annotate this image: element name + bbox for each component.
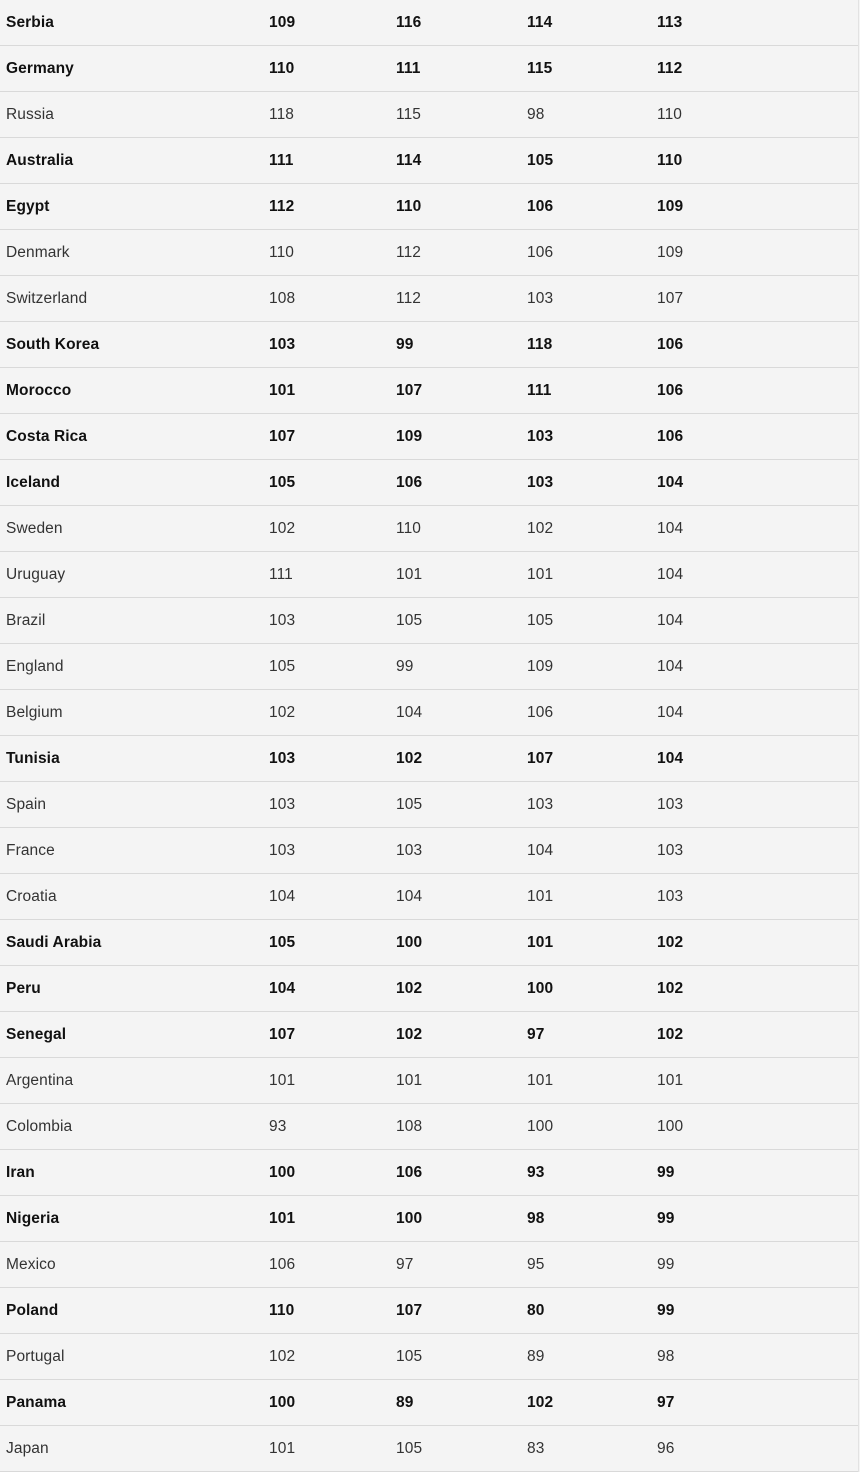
table-row (0, 1426, 858, 1472)
value-cell: 93 (269, 1117, 287, 1135)
value-cell: 103 (527, 289, 554, 307)
country-cell: Spain (6, 795, 47, 813)
table-row (0, 1288, 858, 1334)
country-cell: Uruguay (6, 565, 66, 583)
table-row (0, 598, 858, 644)
value-cell: 103 (657, 841, 684, 859)
value-cell: 106 (657, 335, 684, 353)
value-cell: 103 (269, 795, 296, 813)
value-cell: 104 (657, 749, 684, 767)
value-cell: 101 (396, 1071, 423, 1089)
country-cell: Japan (6, 1439, 49, 1457)
value-cell: 98 (657, 1347, 675, 1365)
value-cell: 103 (657, 887, 684, 905)
table-row (0, 966, 858, 1012)
value-cell: 107 (269, 1025, 296, 1043)
table-row (0, 644, 858, 690)
value-cell: 113 (657, 13, 683, 31)
value-cell: 102 (527, 519, 554, 537)
table-row (0, 46, 858, 92)
value-cell: 112 (269, 197, 295, 215)
value-cell: 98 (527, 1209, 545, 1227)
value-cell: 99 (657, 1163, 675, 1181)
table-row (0, 874, 858, 920)
value-cell: 111 (269, 565, 293, 583)
table-row (0, 414, 858, 460)
value-cell: 102 (269, 519, 296, 537)
value-cell: 101 (269, 1439, 296, 1457)
value-cell: 106 (269, 1255, 296, 1273)
value-cell: 103 (269, 841, 296, 859)
table-row (0, 1012, 858, 1058)
country-cell: Serbia (6, 13, 54, 31)
value-cell: 104 (657, 565, 684, 583)
table-row (0, 690, 858, 736)
table-row (0, 460, 858, 506)
value-cell: 112 (657, 59, 683, 77)
value-cell: 110 (657, 151, 683, 169)
value-cell: 102 (396, 1025, 423, 1043)
value-cell: 110 (269, 59, 295, 77)
value-cell: 106 (527, 703, 554, 721)
country-cell: Costa Rica (6, 427, 88, 445)
value-cell: 107 (396, 381, 423, 399)
country-cell: Senegal (6, 1025, 67, 1043)
value-cell: 107 (396, 1301, 423, 1319)
value-cell: 103 (527, 473, 554, 491)
value-cell: 103 (269, 611, 296, 629)
value-cell: 98 (527, 105, 545, 123)
table-row (0, 1150, 858, 1196)
country-cell: Brazil (6, 611, 46, 629)
value-cell: 107 (527, 749, 554, 767)
value-cell: 105 (396, 1347, 423, 1365)
value-cell: 109 (269, 13, 296, 31)
value-cell: 80 (527, 1301, 545, 1319)
table-row (0, 1380, 858, 1426)
value-cell: 104 (527, 841, 554, 859)
value-cell: 115 (396, 105, 422, 123)
value-cell: 104 (269, 887, 296, 905)
table-row (0, 1104, 858, 1150)
table-row (0, 782, 858, 828)
country-cell: Egypt (6, 197, 50, 215)
value-cell: 110 (657, 105, 683, 123)
table-row (0, 230, 858, 276)
value-cell: 89 (396, 1393, 414, 1411)
value-cell: 99 (657, 1301, 675, 1319)
table-row (0, 92, 858, 138)
value-cell: 101 (269, 381, 296, 399)
table-row (0, 184, 858, 230)
value-cell: 101 (269, 1071, 296, 1089)
value-cell: 101 (527, 565, 554, 583)
value-cell: 100 (527, 1117, 554, 1135)
table-row (0, 1196, 858, 1242)
value-cell: 100 (269, 1393, 296, 1411)
value-cell: 104 (657, 473, 684, 491)
value-cell: 105 (527, 151, 554, 169)
value-cell: 111 (396, 59, 421, 77)
value-cell: 102 (657, 933, 684, 951)
country-cell: Denmark (6, 243, 70, 261)
value-cell: 109 (527, 657, 554, 675)
country-cell: France (6, 841, 55, 859)
value-cell: 95 (527, 1255, 545, 1273)
value-cell: 102 (269, 1347, 296, 1365)
country-cell: Panama (6, 1393, 67, 1411)
value-cell: 105 (396, 795, 423, 813)
table-row (0, 552, 858, 598)
value-cell: 103 (269, 749, 296, 767)
table-row (0, 736, 858, 782)
country-cell: Iran (6, 1163, 35, 1181)
value-cell: 105 (269, 933, 296, 951)
value-cell: 114 (396, 151, 422, 169)
value-cell: 105 (396, 611, 423, 629)
value-cell: 106 (396, 1163, 423, 1181)
value-cell: 101 (657, 1071, 684, 1089)
value-cell: 105 (269, 473, 296, 491)
country-cell: Croatia (6, 887, 57, 905)
value-cell: 108 (396, 1117, 423, 1135)
value-cell: 107 (269, 427, 296, 445)
value-cell: 103 (396, 841, 423, 859)
value-cell: 110 (396, 519, 422, 537)
value-cell: 104 (269, 979, 296, 997)
value-cell: 102 (396, 979, 423, 997)
table-row (0, 506, 858, 552)
value-cell: 111 (269, 151, 294, 169)
country-cell: England (6, 657, 64, 675)
country-cell: Portugal (6, 1347, 65, 1365)
value-cell: 112 (396, 243, 422, 261)
value-cell: 105 (396, 1439, 423, 1457)
country-cell: Mexico (6, 1255, 56, 1273)
value-cell: 102 (269, 703, 296, 721)
value-cell: 118 (269, 105, 295, 123)
value-cell: 101 (269, 1209, 296, 1227)
value-cell: 99 (396, 335, 414, 353)
country-cell: Nigeria (6, 1209, 60, 1227)
country-cell: Argentina (6, 1071, 74, 1089)
country-cell: Australia (6, 151, 74, 169)
value-cell: 103 (657, 795, 684, 813)
value-cell: 99 (657, 1255, 675, 1273)
country-cell: Russia (6, 105, 54, 123)
value-cell: 109 (657, 243, 684, 261)
value-cell: 116 (396, 13, 422, 31)
value-cell: 104 (657, 611, 684, 629)
value-cell: 114 (527, 13, 553, 31)
value-cell: 100 (269, 1163, 296, 1181)
value-cell: 100 (657, 1117, 684, 1135)
value-cell: 108 (269, 289, 296, 307)
country-cell: Peru (6, 979, 41, 997)
value-cell: 106 (396, 473, 423, 491)
table-row (0, 0, 858, 46)
value-cell: 105 (269, 657, 296, 675)
country-cell: Saudi Arabia (6, 933, 102, 951)
country-cell: Iceland (6, 473, 61, 491)
country-cell: Colombia (6, 1117, 73, 1135)
value-cell: 102 (657, 979, 684, 997)
table-row (0, 920, 858, 966)
value-cell: 101 (527, 887, 554, 905)
country-cell: Tunisia (6, 749, 60, 767)
value-cell: 115 (527, 59, 553, 77)
country-cell: Morocco (6, 381, 72, 399)
country-cell: Germany (6, 59, 74, 77)
value-cell: 102 (396, 749, 423, 767)
value-cell: 103 (527, 427, 554, 445)
value-cell: 89 (527, 1347, 545, 1365)
value-cell: 103 (527, 795, 554, 813)
country-cell: South Korea (6, 335, 100, 353)
value-cell: 118 (527, 335, 553, 353)
value-cell: 103 (269, 335, 296, 353)
value-cell: 97 (527, 1025, 545, 1043)
table-row (0, 138, 858, 184)
table-row (0, 1242, 858, 1288)
value-cell: 101 (396, 565, 423, 583)
value-cell: 110 (269, 1301, 295, 1319)
value-cell: 83 (527, 1439, 545, 1457)
value-cell: 111 (527, 381, 552, 399)
value-cell: 112 (396, 289, 422, 307)
value-cell: 104 (657, 703, 684, 721)
value-cell: 97 (657, 1393, 675, 1411)
value-cell: 97 (396, 1255, 414, 1273)
value-cell: 101 (527, 1071, 554, 1089)
value-cell: 100 (396, 933, 423, 951)
value-cell: 109 (657, 197, 684, 215)
country-cell: Switzerland (6, 289, 88, 307)
value-cell: 104 (396, 887, 423, 905)
country-cell: Belgium (6, 703, 63, 721)
value-cell: 106 (657, 427, 684, 445)
value-cell: 107 (657, 289, 684, 307)
value-cell: 96 (657, 1439, 675, 1457)
value-cell: 100 (527, 979, 554, 997)
table-row (0, 322, 858, 368)
table-row (0, 276, 858, 322)
country-cell: Poland (6, 1301, 59, 1319)
value-cell: 110 (396, 197, 422, 215)
value-cell: 106 (527, 243, 554, 261)
country-cell: Sweden (6, 519, 63, 537)
value-cell: 109 (396, 427, 423, 445)
table-row (0, 368, 858, 414)
table-row (0, 828, 858, 874)
value-cell: 102 (527, 1393, 554, 1411)
value-cell: 106 (657, 381, 684, 399)
value-cell: 102 (657, 1025, 684, 1043)
value-cell: 99 (657, 1209, 675, 1227)
value-cell: 101 (527, 933, 554, 951)
value-cell: 99 (396, 657, 414, 675)
table-row (0, 1334, 858, 1380)
value-cell: 104 (657, 657, 684, 675)
value-cell: 104 (396, 703, 423, 721)
table-row (0, 1058, 858, 1104)
value-cell: 105 (527, 611, 554, 629)
value-cell: 106 (527, 197, 554, 215)
value-cell: 104 (657, 519, 684, 537)
value-cell: 100 (396, 1209, 423, 1227)
value-cell: 93 (527, 1163, 545, 1181)
value-cell: 110 (269, 243, 295, 261)
